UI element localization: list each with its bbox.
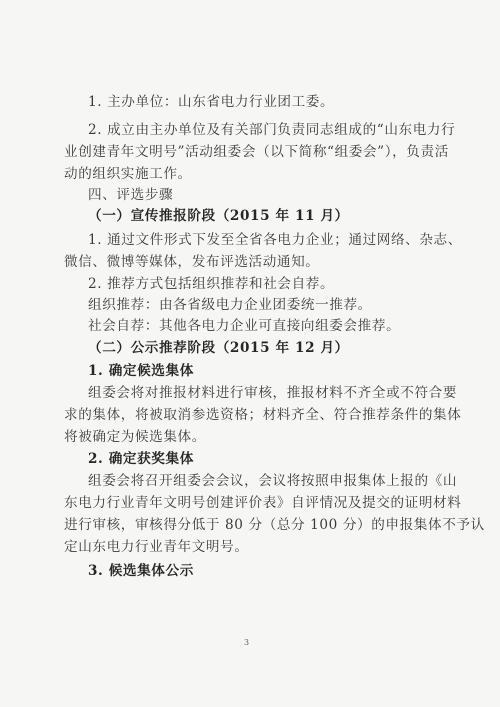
- item-heading: 3. 候选集体公示: [88, 563, 194, 579]
- text-line: 1. 通过文件形式下发至全省各电力企业；通过网络、杂志、: [88, 232, 462, 248]
- text-line: 2. 推荐方式包括组织推荐和社会自荐。: [88, 276, 335, 292]
- page-number: 3: [244, 638, 250, 647]
- text-line: 微信、微博等媒体，发布评选活动通知。: [64, 254, 320, 270]
- text-line: 求的集体，将被取消参选资格；材料齐全、符合推荐条件的集体: [64, 407, 462, 423]
- subsection-heading: （二）公示推荐阶段（2015 年 12 月）: [88, 340, 349, 356]
- text-line: 社会自荐：其他各电力企业可直接向组委会推荐。: [88, 318, 401, 334]
- text-line: 东电力行业青年文明号创建评价表》自评情况及提交的证明材料: [64, 495, 462, 511]
- text-line: 组委会将召开组委会会议，会议将按照申报集体上报的《山: [88, 473, 458, 489]
- text-line: 2. 成立由主办单位及有关部门负责同志组成的“山东电力行: [88, 122, 456, 138]
- text-line: 组委会将对推报材料进行审核，推报材料不齐全或不符合要: [88, 385, 458, 401]
- text-line: 动的组织实施工作。: [64, 166, 192, 182]
- subsection-heading: （一）宣传推报阶段（2015 年 11 月）: [88, 208, 349, 224]
- item-heading: 2. 确定获奖集体: [88, 451, 194, 467]
- section-heading: 四、评选步骤: [88, 187, 174, 203]
- text-line: 将被确定为候选集体。: [64, 429, 206, 445]
- item-heading: 1. 确定候选集体: [88, 363, 194, 379]
- text-line: 组织推荐：由各省级电力企业团委统一推荐。: [88, 297, 372, 313]
- text-line: 定山东电力行业青年文明号。: [64, 539, 249, 555]
- text-line: 业创建青年文明号”活动组委会（以下简称“组委会”），负责活: [64, 144, 449, 160]
- text-line: 进行审核，审核得分低于 80 分（总分 100 分）的申报集体不予认: [64, 517, 485, 533]
- text-line: 1. 主办单位：山东省电力行业团工委。: [88, 94, 335, 110]
